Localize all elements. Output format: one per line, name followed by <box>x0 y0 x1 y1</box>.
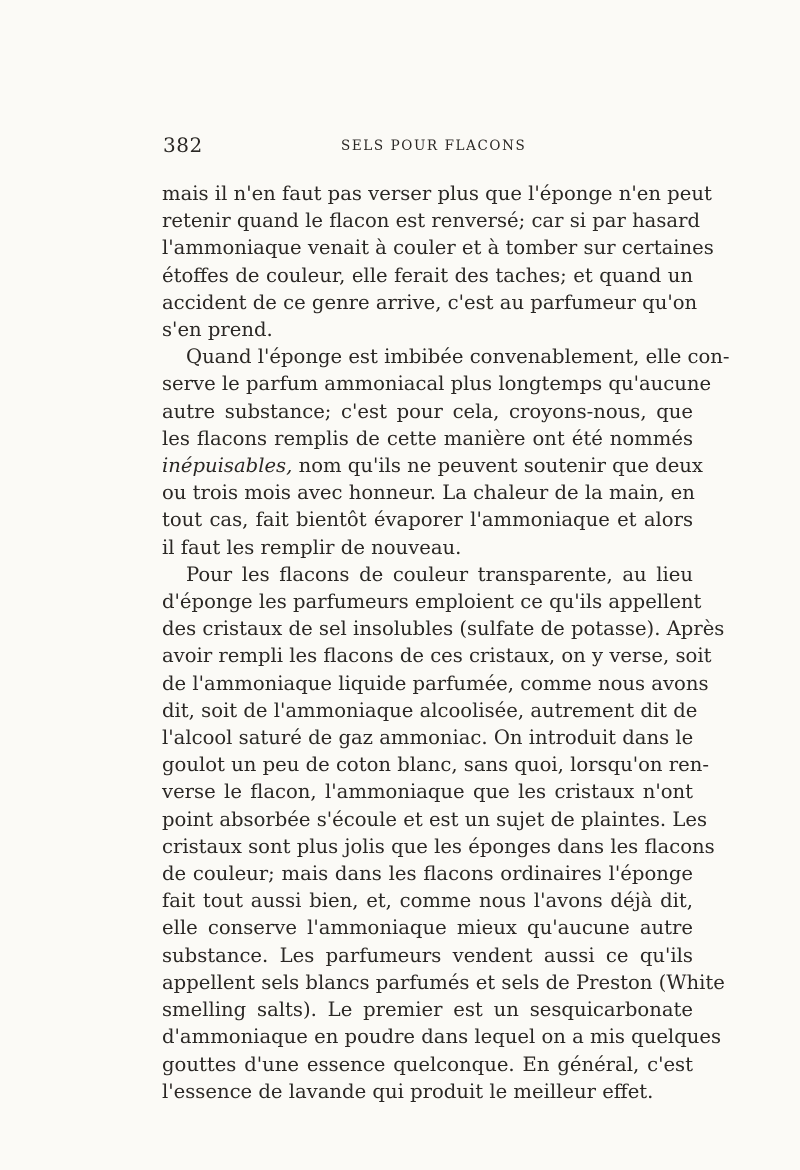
text-line: l'essence de lavande qui produit le meilleur effet. <box>162 1079 654 1103</box>
text-line: point absorbée s'écoule et est un sujet de plaintes. Les <box>162 807 707 831</box>
text-line: gouttes d'une essence quelconque. En général, c'est <box>162 1052 693 1076</box>
paragraph-1 <box>162 180 714 343</box>
text-line: l'alcool saturé de gaz ammoniac. On introduit dans le <box>162 726 694 750</box>
text-line: autre substance; c'est pour cela, croyons-nous, que <box>162 399 693 423</box>
page-header <box>163 133 691 163</box>
text-line: smelling salts). Le premier est un sesquicarbonate <box>162 998 693 1022</box>
italic-term: inépuisables, <box>162 454 293 478</box>
text-line: accident de ce genre arrive, c'est au parfumeur qu'on <box>162 290 698 314</box>
text-line: fait tout aussi bien, et, comme nous l'avons déjà dit, <box>162 889 693 913</box>
text-line: il faut les remplir de nouveau. <box>162 535 462 559</box>
text-line: d'éponge les parfumeurs emploient ce qu'ils appellent <box>162 590 702 614</box>
text-line: elle conserve l'ammoniaque mieux qu'aucune autre <box>162 916 693 940</box>
text-line: verse le flacon, l'ammoniaque que les cristaux n'ont <box>162 780 693 804</box>
text-line: serve le parfum ammoniacal plus longtemps qu'aucune <box>162 372 712 396</box>
body-text <box>162 180 730 1105</box>
text-line: tout cas, fait bientôt évaporer l'ammoniaque et alors <box>162 508 693 532</box>
text-line: étoffes de couleur, elle ferait des taches; et quand un <box>162 263 693 287</box>
text-line: substance. Les parfumeurs vendent aussi ce qu'ils <box>162 943 693 967</box>
text-line: les flacons remplis de cette manière ont été nommés <box>162 426 693 450</box>
text-line: d'ammoniaque en poudre dans lequel on a mis quelques <box>162 1025 722 1049</box>
text-line-with-italic <box>162 452 703 479</box>
text-line: mais il n'en faut pas verser plus que l'éponge n'en peut <box>162 182 712 205</box>
text-line: Quand l'éponge est imbibée convenablement, elle con- <box>186 345 730 369</box>
running-title: SELS POUR FLACONS <box>341 138 527 154</box>
text-line: des cristaux de sel insolubles (sulfate de potasse). Après <box>162 617 725 641</box>
text-line: l'ammoniaque venait à couler et à tomber sur certaines <box>162 236 714 260</box>
text-line: s'en prend. <box>162 318 273 342</box>
text-line: cristaux sont plus jolis que les éponges dans les flacons <box>162 834 715 858</box>
text-line: avoir rempli les flacons de ces cristaux, on y verse, soit <box>162 644 712 668</box>
text-line: dit, soit de l'ammoniaque alcoolisée, autrement dit de <box>162 698 698 722</box>
text-fragment: nom qu'ils ne peuvent soutenir que deux <box>292 454 703 478</box>
text-line: de couleur; mais dans les flacons ordinaires l'éponge <box>162 862 693 886</box>
paragraph-2 <box>162 343 730 561</box>
text-line: retenir quand le flacon est renversé; car si par hasard <box>162 209 701 233</box>
page-number: 382 <box>163 133 203 157</box>
text-line: de l'ammoniaque liquide parfumée, comme nous avons <box>162 671 709 695</box>
text-line: appellent sels blancs parfumés et sels de Preston (White <box>162 970 725 994</box>
paragraph-3 <box>162 561 725 1105</box>
text-line: ou trois mois avec honneur. La chaleur de la main, en <box>162 481 695 505</box>
text-line: goulot un peu de coton blanc, sans quoi, lorsqu'on ren- <box>162 753 709 777</box>
text-line: Pour les flacons de couleur transparente, au lieu <box>186 562 693 586</box>
